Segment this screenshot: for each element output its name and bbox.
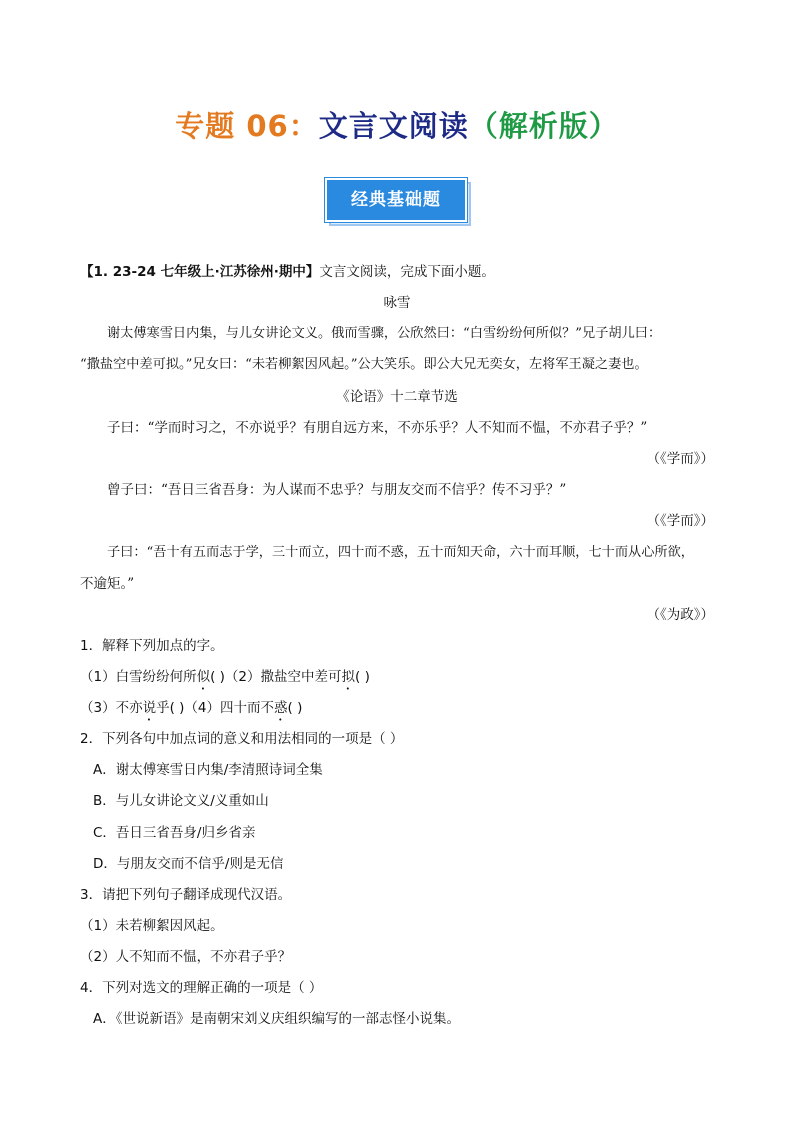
question-2-stem: 2．下列各句中加点词的意义和用法相同的一项是（ ）	[80, 731, 404, 747]
text-fragment: （3）不亦	[80, 700, 143, 716]
question-instruction: 文言文阅读，完成下面小题。	[319, 264, 495, 280]
text-fragment: ( )（2）撒盐空中差可	[210, 669, 342, 685]
question-1-row	[80, 665, 370, 693]
dotted-char: 拟	[341, 669, 356, 685]
text-fragment: （1）白雪纷纷何所	[80, 669, 197, 685]
option-c: C．吾日三省吾身/归乡省亲	[93, 825, 256, 841]
question-1-stem: 1．解释下列加点的字。	[80, 638, 224, 654]
badge-label: 经典基础题	[325, 178, 467, 222]
passage1-line: 谢太傅寒雪日内集，与儿女讲论文义。俄而雪骤，公欣然曰：“白雪纷纷何所似？”兄子胡儿曰：	[107, 326, 662, 341]
passage2-quote: 子曰：“学而时习之，不亦说乎？有朋自远方来，不亦乐乎？人不知而不愠，不亦君子乎？”	[107, 420, 648, 436]
dotted-char: 惑	[274, 700, 288, 716]
text-fragment: ( )	[355, 669, 370, 685]
dotted-char: 似	[196, 669, 211, 685]
quote-source: （《为政》）	[646, 607, 714, 623]
question-1-row	[80, 696, 302, 724]
dotted-char: 说	[142, 700, 157, 716]
question-source: 【1. 23-24 七年级上·江苏徐州·期中】	[80, 264, 320, 280]
passage2-title: 《论语》十二章节选	[336, 389, 458, 405]
title-subject: 文言文阅读	[318, 109, 469, 143]
passage1-title: 咏雪	[383, 295, 411, 311]
question-header	[80, 260, 495, 280]
quote-source: （《学而》）	[646, 513, 714, 529]
translation-item: （1）未若柳絮因风起。	[80, 918, 224, 934]
quote-source: （《学而》）	[646, 451, 714, 467]
section-badge	[325, 178, 471, 224]
text-fragment: 乎( )（4）四十而不	[156, 700, 275, 716]
translation-item: （2）人不知而不愠，不亦君子乎？	[80, 949, 292, 965]
passage2-quote: 不逾矩。”	[80, 576, 135, 592]
page-title	[0, 104, 794, 145]
option-b: B．与儿女讲论文义/义重如山	[93, 793, 269, 809]
text-fragment: ( )	[287, 700, 303, 716]
option-a: A．《世说新语》是南朝宋刘义庆组织编写的一部志怪小说集。	[93, 1011, 460, 1027]
question-3-stem: 3．请把下列句子翻译成现代汉语。	[80, 887, 292, 903]
question-4-stem: 4．下列对选文的理解正确的一项是（ ）	[80, 980, 323, 996]
title-edition: （解析版）	[468, 109, 619, 143]
option-d: D．与朋友交而不信乎/则是无信	[93, 856, 284, 872]
passage2-quote: 曾子曰：“吾日三省吾身：为人谋而不忠乎？与朋友交而不信乎？传不习乎？”	[107, 482, 567, 498]
title-topic: 专题 06：	[175, 109, 319, 143]
option-a: A．谢太傅寒雪日内集/李清照诗词全集	[93, 762, 323, 778]
passage2-quote: 子曰：“吾十有五而志于学，三十而立，四十而不惑，五十而知天命，六十而耳顺，七十而从心所欲，	[107, 545, 694, 560]
passage1-line: “撒盐空中差可拟。”兄女曰：“未若柳絮因风起。”公大笑乐。即公大兄无奕女，左将军王凝之妻也。	[80, 357, 648, 372]
